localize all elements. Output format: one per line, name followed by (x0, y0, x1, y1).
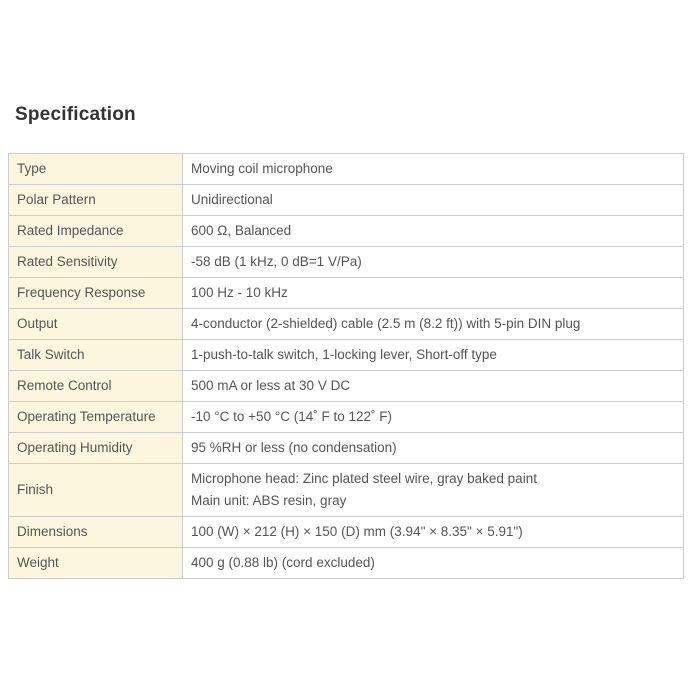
spec-value-cell (183, 216, 684, 247)
spec-row (9, 548, 684, 579)
spec-row (9, 154, 684, 185)
spec-value-cell (183, 309, 684, 340)
spec-label-cell: Frequency Response (9, 278, 183, 309)
spec-value-cell (183, 464, 684, 517)
spec-value-cell (183, 517, 684, 548)
spec-row (9, 309, 684, 340)
spec-label-cell: Finish (9, 464, 183, 517)
spec-label-cell: Weight (9, 548, 183, 579)
spec-value-line: 1-push-to-talk switch, 1-locking lever, Short-off type (191, 347, 497, 362)
spec-label-cell: Talk Switch (9, 340, 183, 371)
spec-label-cell: Polar Pattern (9, 185, 183, 216)
page-title: Specification (15, 104, 136, 125)
spec-value-line: 100 (W) × 212 (H) × 150 (D) mm (3.94" × 8.35" × 5.91") (191, 524, 523, 539)
spec-value-line: Moving coil microphone (191, 161, 333, 176)
spec-value-line: 400 g (0.88 lb) (cord excluded) (191, 555, 375, 570)
spec-label-cell: Remote Control (9, 371, 183, 402)
spec-label-cell: Dimensions (9, 517, 183, 548)
spec-label-cell: Type (9, 154, 183, 185)
spec-value-line: Main unit: ABS resin, gray (191, 493, 347, 508)
spec-value-line: 500 mA or less at 30 V DC (191, 378, 351, 393)
spec-label-cell: Output (9, 309, 183, 340)
spec-row (9, 371, 684, 402)
spec-value-line: Unidirectional (191, 192, 273, 207)
spec-row (9, 185, 684, 216)
spec-value-line: 600 Ω, Balanced (191, 223, 292, 238)
spec-table-body (9, 154, 684, 579)
spec-row (9, 402, 684, 433)
spec-value-cell (183, 340, 684, 371)
spec-row (9, 433, 684, 464)
spec-value-line: Microphone head: Zinc plated steel wire, gray baked paint (191, 471, 537, 486)
spec-value-cell (183, 371, 684, 402)
spec-value-line: 100 Hz - 10 kHz (191, 285, 288, 300)
spec-row (9, 464, 684, 517)
spec-row (9, 278, 684, 309)
spec-value-cell (183, 433, 684, 464)
spec-value-line: 4-conductor (2-shielded) cable (2.5 m (8.2 ft)) with 5-pin DIN plug (191, 316, 581, 331)
spec-value-cell (183, 278, 684, 309)
spec-value-cell (183, 247, 684, 278)
spec-value-line: -10 °C to +50 °C (14˚ F to 122˚ F) (191, 409, 392, 424)
spec-value-line: 95 %RH or less (no condensation) (191, 440, 397, 455)
spec-value-cell (183, 548, 684, 579)
spec-label-cell: Operating Temperature (9, 402, 183, 433)
spec-row (9, 216, 684, 247)
spec-value-line: -58 dB (1 kHz, 0 dB=1 V/Pa) (191, 254, 362, 269)
spec-row (9, 517, 684, 548)
specification-table (8, 153, 684, 579)
spec-row (9, 340, 684, 371)
spec-label-cell: Rated Impedance (9, 216, 183, 247)
spec-value-cell (183, 185, 684, 216)
spec-label-cell: Operating Humidity (9, 433, 183, 464)
spec-value-cell (183, 154, 684, 185)
spec-value-cell (183, 402, 684, 433)
spec-row (9, 247, 684, 278)
spec-label-cell: Rated Sensitivity (9, 247, 183, 278)
